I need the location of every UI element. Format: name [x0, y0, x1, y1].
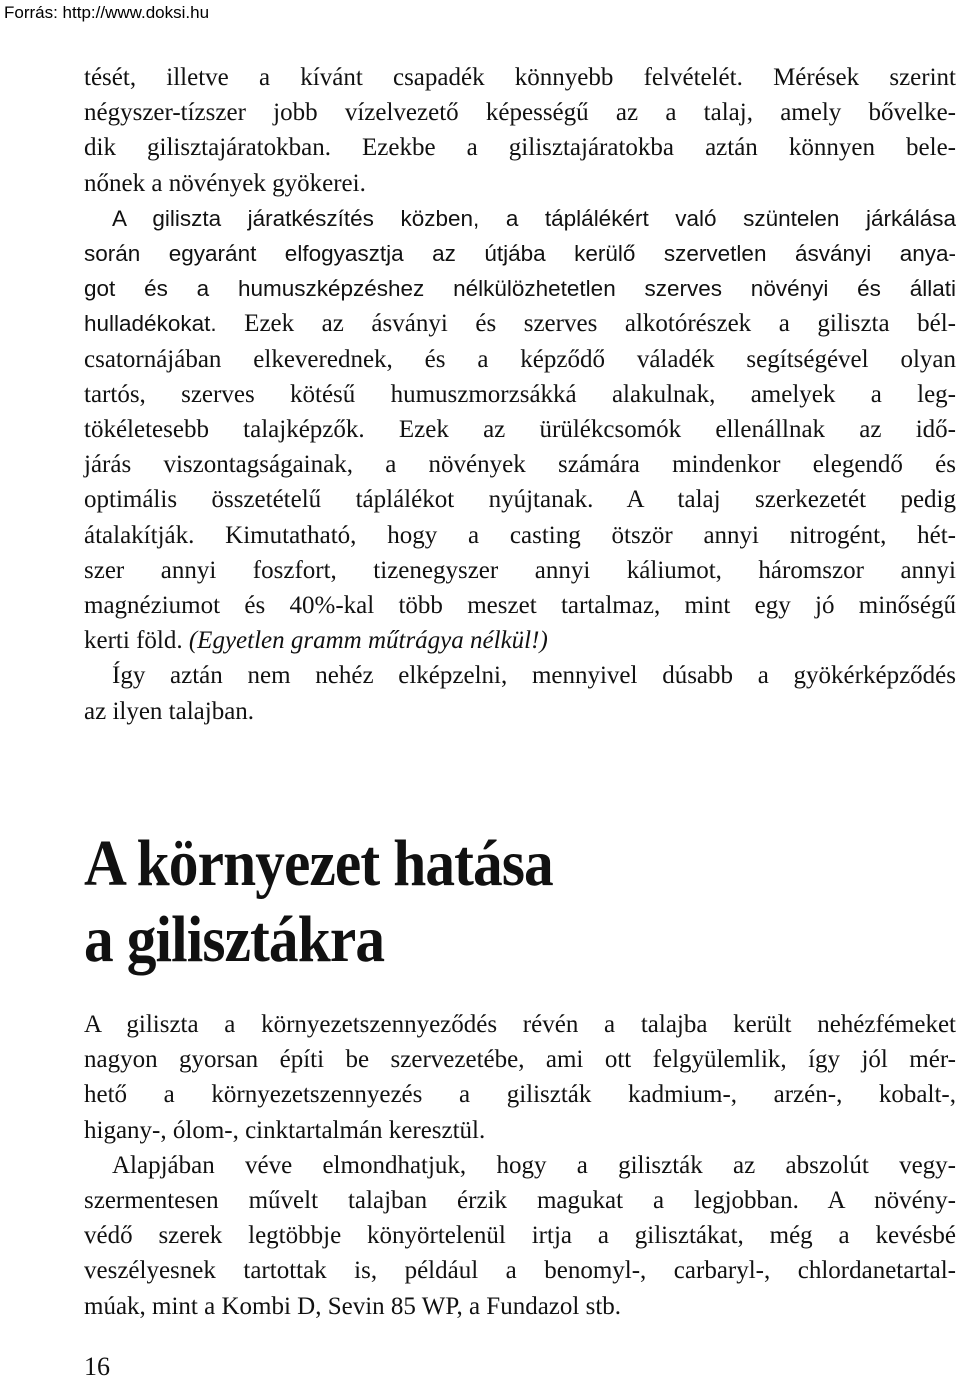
- text-line: [84, 306, 956, 341]
- text-segment: kerti föld.: [84, 627, 183, 655]
- text-line: járás viszontagságainak, a növények számára mindenkor elegendő és: [84, 451, 956, 479]
- paragraph-continued: [84, 60, 956, 201]
- paragraph-root-growth: [84, 658, 956, 728]
- page-number: 16: [84, 1352, 110, 1381]
- text-line: során egyaránt elfogyasztja az útjába kerülő szervetlen ásványi anya-: [84, 241, 956, 267]
- text-line: magnéziumot és 40%-kal több meszet tartalmaz, mint egy jó minőségű: [84, 592, 956, 620]
- text-line: got és a humuszképzéshez nélkülözhetetlen szerves növényi és állati: [84, 276, 956, 302]
- heading-line: A környezet hatása: [84, 827, 553, 900]
- text-line: múak, mint a Kombi D, Sevin 85 WP, a Fundazol stb.: [84, 1292, 622, 1320]
- text-line: tartós, szerves kötésű humuszmorzsákká alakulnak, amelyek a leg-: [84, 380, 956, 408]
- text-line: hető a környezetszennyezés a giliszták kadmium-, arzén-, kobalt-,: [84, 1081, 956, 1109]
- paragraph-heavy-metals: [84, 1007, 956, 1148]
- text-line: A giliszta járatkészítés közben, a táplálékért való szüntelen járkálása: [112, 205, 956, 231]
- text-line: átalakítják. Kimutatható, hogy a casting ötször annyi nitrogént, hét-: [84, 521, 956, 549]
- paragraph-pesticides: [84, 1148, 956, 1324]
- text-line: szermentesen művelt talajban érzik magukat a legjobban. A növény-: [84, 1187, 956, 1215]
- text-line: négyszer-tízszer jobb vízelvezető képességű az a talaj, amely bővelke-: [84, 99, 956, 127]
- text-line: nagyon gyorsan építi be szervezetébe, ami ott felgyülemlik, így jól mér-: [84, 1046, 956, 1074]
- text-line: védő szerek legtöbbje könyörtelenül irtja a gilisztákat, még a kevésbé: [84, 1222, 956, 1250]
- text-line: tését, illetve a kívánt csapadék könnyebb felvételét. Mérések szerint: [84, 64, 956, 91]
- text-line: nőnek a növények gyökerei.: [84, 169, 366, 197]
- italic-remark: (Egyetlen gramm műtrágya nélkül!): [188, 627, 548, 655]
- text-line: dik gilisztajáratokban. Ezekbe a gilisztajáratokba aztán könnyen bele-: [84, 134, 956, 162]
- text-line: szer annyi foszfort, tizenegyszer annyi káliumot, háromszor annyi: [84, 556, 956, 584]
- text-line: az ilyen talajban.: [84, 697, 255, 725]
- text-line: Így aztán nem nehéz elképzelni, mennyivel dúsabb a gyökérképződés: [112, 662, 956, 690]
- text-segment: Ezek az ásványi és szerves alkotórészek a giliszta bél-: [244, 310, 957, 338]
- text-line: optimális összetételű táplálékot nyújtanak. A talaj szerkezetét pedig: [84, 486, 956, 514]
- text-segment: hulladékokat.: [84, 311, 217, 337]
- page-body: [84, 60, 956, 729]
- section-body: [84, 1007, 956, 1324]
- source-attribution: Forrás: http://www.doksi.hu: [4, 3, 210, 22]
- text-line: tökéletesebb talajképzők. Ezek az ürülékcsomók ellenállnak az idő-: [84, 416, 956, 444]
- text-line: A giliszta a környezetszennyeződés révén a talajba került nehézfémeket: [84, 1011, 956, 1038]
- heading-line: a gilisztákra: [84, 903, 385, 976]
- section-heading: [84, 826, 553, 978]
- text-line: Alapjában véve elmondhatjuk, hogy a giliszták az abszolút vegy-: [112, 1151, 956, 1179]
- text-line: [84, 623, 956, 658]
- text-line: higany-, ólom-, cinktartalmán keresztül.: [84, 1116, 486, 1144]
- text-line: veszélyesnek tartottak is, például a benomyl-, carbaryl-, chlordanetartal-: [84, 1257, 956, 1285]
- text-line: csatornájában elkeverednek, és a képződő váladék segítségével olyan: [84, 345, 956, 373]
- paragraph-earthworm-digestion: [84, 201, 956, 659]
